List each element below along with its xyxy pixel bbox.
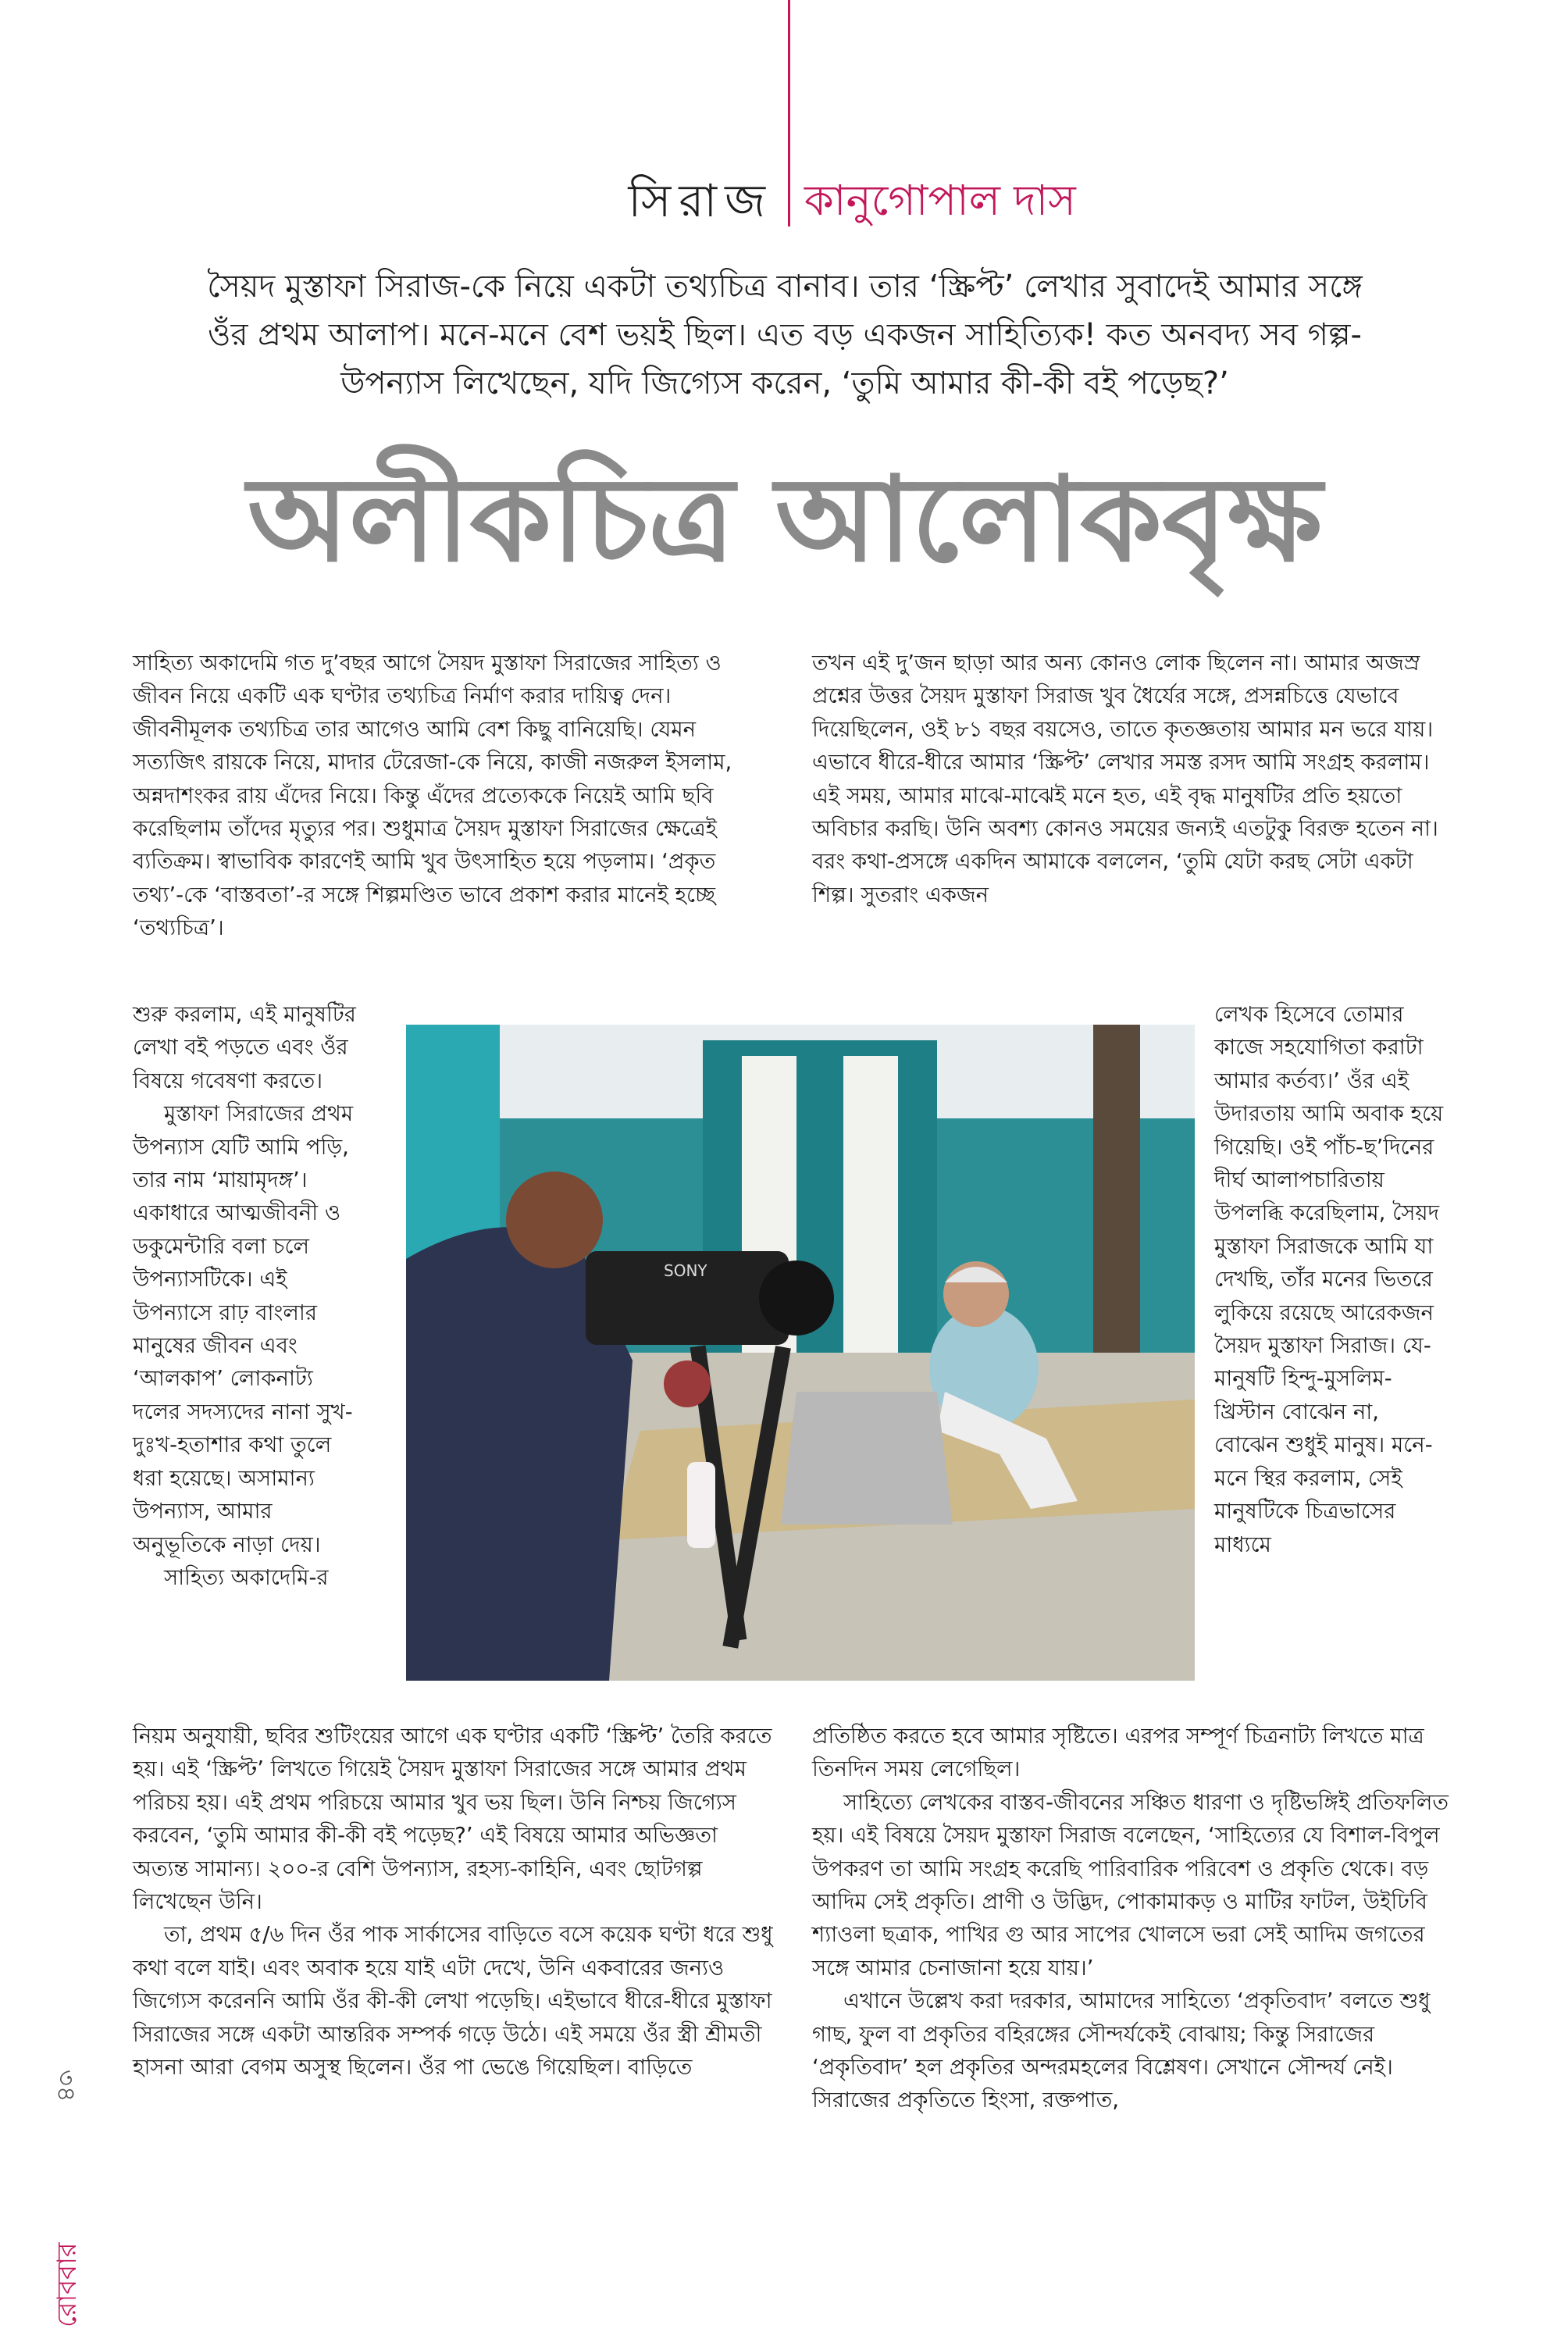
page-number: ৩৪: [52, 2070, 81, 2102]
body-paragraph: সাহিত্য অকাদেমি-র: [164, 1564, 329, 1590]
body-paragraph: সাহিত্য অকাদেমি গত দু’বছর আগে সৈয়দ মুস্তাফা সিরাজের সাহিত্য ও জীবন নিয়ে একটি এক ঘণ্টার তথ্যচিত্র নির্মাণ করার দায়িত্ব দেন। জীবনীমূলক তথ্যচিত্র তার আগেও আমি বেশ কিছু বানিয়েছি। যেমন সত্যজিৎ রায়কে নিয়ে, মাদার টেরেজা-কে নিয়ে, কাজী নজরুল ইসলাম, অন্নদাশংকর রায় এঁদের নিয়ে। কিন্তু এঁদের প্রত্যেককে নিয়েই আমি ছবি করেছিলাম তাঁদের মৃত্যুর পর। শুধুমাত্র সৈয়দ মুস্তাফা সিরাজের ক্ষেত্রেই ব্যতিক্রম। স্বাভাবিক কারণেই আমি খুব উৎসাহিত হয়ে পড়লাম। ‘প্রকৃত তথ্য’-কে ‘বাস্তবতা’-র সঙ্গে শিল্পমণ্ডিত ভাবে প্রকাশ করার মানেই হচ্ছে ‘তথ্যচিত্র’।: [133, 651, 732, 941]
body-paragraph: মুস্তাফা সিরাজের প্রথম উপন্যাস যেটি আমি পড়ি, তার নাম ‘মায়ামৃদঙ্গ’। একাধারে আত্মজীবনী ও ডকুমেন্টারি বলা চলে উপন্যাসটিকে। এই উপন্যাসে রাঢ় বাংলার মানুষের জীবন এবং ‘আলকাপ’ লোকনাট্য দলের সদস্যদের নানা সুখ-দুঃখ-হতাশার কথা তুলে ধরা হয়েছে। অসামান্য উপন্যাস, আমার অনুভূতিকে নাড়া দেয়।: [133, 1101, 354, 1557]
body-paragraph: প্রতিষ্ঠিত করতে হবে আমার সৃষ্টিতে। এরপর সম্পূর্ণ চিত্রনাট্য লিখতে মাত্র তিনদিন সময় লেগেছিল।: [812, 1724, 1424, 1782]
article-headline: অলীকচিত্র আলোকবৃক্ষ: [247, 451, 1323, 588]
body-column-right-narrow: [1214, 998, 1449, 1561]
body-column-right-bottom: [812, 1720, 1460, 2117]
body-paragraph: তা, প্রথম ৫/৬ দিন ওঁর পাক সার্কাসের বাড়িতে বসে কয়েক ঘণ্টা ধরে শুধু কথা বলে যাই। এবং অবাক হয়ে যাই এটা দেখে, উনি একবারের জন্যও জিগ্যেস করেননি আমি ওঁর কী-কী লেখা পড়েছি। এইভাবে ধীরে-ধীরে মুস্তাফা সিরাজের সঙ্গে একটা আন্তরিক সম্পর্ক গড়ে উঠে। এই সময়ে ওঁর স্ত্রী শ্রীমতী হাসনা আরা বেগম অসুস্থ ছিলেন। ওঁর পা ভেঙে গিয়েছিল। বাড়িতে: [133, 1922, 773, 2081]
body-column-right-top: [812, 647, 1460, 911]
intro-paragraph: সৈয়দ মুস্তাফা সিরাজ-কে নিয়ে একটা তথ্যচিত্র বানাব। তার ‘স্ক্রিপ্ট’ লেখার সুবাদেই আমার সঙ্গে ওঁর প্রথম আলাপ। মনে-মনে বেশ ভয়ই ছিল। এত বড় একজন সাহিত্যিক! কত অনবদ্য সব গল্প-উপন্যাস লিখেছেন, যদি জিগ্যেস করেন, ‘তুমি আমার কী-কী বই পড়েছ?’: [207, 269, 1363, 401]
photo-illustration: [406, 1025, 1195, 1681]
body-paragraph: শুরু করলাম, এই মানুষটির লেখা বই পড়তে এবং ওঁর বিষয়ে গবেষণা করতে।: [133, 1002, 356, 1093]
body-column-left-narrow: [133, 998, 367, 1594]
body-column-left-bottom: [133, 1720, 773, 2084]
article-photo: [406, 1025, 1195, 1681]
camera-brand-label: SONY: [664, 1261, 707, 1280]
section-label: সিরাজ: [628, 174, 773, 227]
body-column-left-top: [133, 647, 773, 945]
body-paragraph: লেখক হিসেবে তোমার কাজে সহযোগিতা করাটা আমার কর্তব্য।’ ওঁর এই উদারতায় আমি অবাক হয়ে গিয়েছি। ওই পাঁচ-ছ’দিনের দীর্ঘ আলাপচারিতায় উপলব্ধি করেছিলাম, সৈয়দ মুস্তাফা সিরাজকে আমি যা দেখছি, তাঁর মনের ভিতরে লুকিয়ে রয়েছে আরেকজন সৈয়দ মুস্তাফা সিরাজ। যে-মানুষটি হিন্দু-মুসলিম-খ্রিস্টান বোঝেন না, বোঝেন শুধুই মানুষ। মনে-মনে স্থির করলাম, সেই মানুষটিকে চিত্রভাসের মাধ্যমে: [1214, 1002, 1444, 1557]
author-name: কানুগোপাল দাস: [804, 176, 1076, 225]
header-divider-line: [788, 0, 790, 226]
body-paragraph: নিয়ম অনুযায়ী, ছবির শুটিংয়ের আগে এক ঘণ্টার একটি ‘স্ক্রিপ্ট’ তৈরি করতে হয়। এই ‘স্ক্রিপ্ট’ লিখতে গিয়েই সৈয়দ মুস্তাফা সিরাজের সঙ্গে আমার প্রথম পরিচয় হয়। এই প্রথম পরিচয়ে আমার খুব ভয় ছিল। উনি নিশ্চয় জিগ্যেস করবেন, ‘তুমি আমার কী-কী বই পড়েছ?’ এই বিষয়ে আমার অভিজ্ঞতা অত্যন্ত সামান্য। ২০০-র বেশি উপন্যাস, রহস্য-কাহিনি, এবং ছোটগল্প লিখেছেন উনি।: [133, 1724, 772, 1915]
body-paragraph: এখানে উল্লেখ করা দরকার, আমাদের সাহিত্যে ‘প্রকৃতিবাদ’ বলতে শুধু গাছ, ফুল বা প্রকৃতির বহিরঙ্গের সৌন্দর্যকেই বোঝায়; কিন্তু সিরাজের ‘প্রকৃতিবাদ’ হল প্রকৃতির অন্দরমহলের বিশ্লেষণ। সেখানে সৌন্দর্য নেই। সিরাজের প্রকৃতিতে হিংসা, রক্তপাত,: [812, 1988, 1431, 2113]
body-paragraph: সাহিত্যে লেখকের বাস্তব-জীবনের সঞ্চিত ধারণা ও দৃষ্টিভঙ্গিই প্রতিফলিত হয়। এই বিষয়ে সৈয়দ মুস্তাফা সিরাজ বলেছেন, ‘সাহিত্যের যে বিশাল-বিপুল উপকরণ তা আমি সংগ্রহ করেছি পারিবারিক পরিবেশ ও প্রকৃতি থেকে। বড় আদিম সেই প্রকৃতি। প্রাণী ও উদ্ভিদ, পোকামাকড় ও মাটির ফাটল, উইঢিবি শ্যাওলা ছত্রাক, পাখির গু আর সাপের খোলসে ভরা সেই আদিম জগতের সঙ্গে আমার চেনাজানা হয়ে যায়।’: [812, 1789, 1449, 1981]
page-folio: [47, 2070, 94, 2327]
body-paragraph: তখন এই দু’জন ছাড়া আর অন্য কোনও লোক ছিলেন না। আমার অজস্র প্রশ্নের উত্তর সৈয়দ মুস্তাফা সিরাজ খুব ধৈর্যের সঙ্গে, প্রসন্নচিত্তে যেভাবে দিয়েছিলেন, ওই ৮১ বছর বয়সেও, তাতে কৃতজ্ঞতায় আমার মন ভরে যায়। এভাবে ধীরে-ধীরে আমার ‘স্ক্রিপ্ট’ লেখার সমস্ত রসদ আমি সংগ্রহ করলাম। এই সময়, আমার মাঝে-মাঝেই মনে হত, এই বৃদ্ধ মানুষটির প্রতি হয়তো অবিচার করছি। উনি অবশ্য কোনও সময়ের জন্যই এতটুকু বিরক্ত হতেন না। বরং কথা-প্রসঙ্গে একদিন আমাকে বললেন, ‘তুমি যেটা করছ সেটা একটা শিল্প। সুতরাং একজন: [812, 651, 1438, 908]
magazine-name: রোববার: [52, 2242, 83, 2327]
